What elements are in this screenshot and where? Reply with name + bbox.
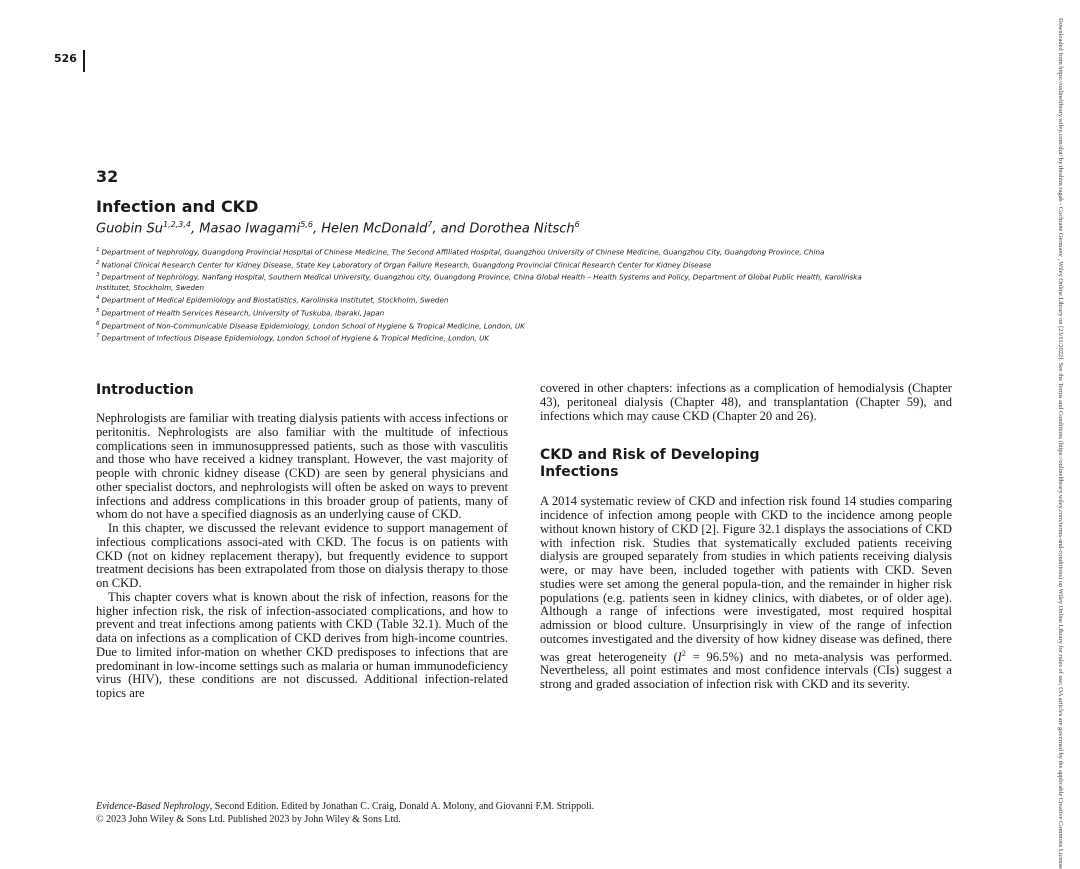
affiliation-item: $^2$ National Clinical Research Center for Kidney Disease, State Key Laboratory of Organ Failure Research, Guangdong Provincial Clinical Research Center for Kidney Disease <box>96 259 712 270</box>
section-heading-ckd-infection-risk: CKD and Risk of Developing Infections <box>540 447 760 481</box>
author-name: Dorothea Nitsch <box>469 221 575 237</box>
heterogeneity-statistic: I <box>677 649 682 664</box>
affiliation-list <box>96 245 886 344</box>
body-paragraph: covered in other chapters: infections as a complication of hemodialysis (Chapter 43), peritoneal dialysis (Chapter 48), and transplantation (Chapter 59), and infections which may cause CKD (Chapter 20 and 26). <box>540 381 952 423</box>
author-name: Guobin Su <box>96 221 163 237</box>
author-name: Helen McDonald <box>321 221 428 237</box>
author-affiliation-marks: 5,6 <box>300 220 313 229</box>
affiliation-item: $^1$ Department of Nephrology, Guangdong Provincial Hospital of Chinese Medicine, The Second Affiliated Hospital, Guangzhou University of Chinese Medicine, Guangzhou City, Guangdong Province, China <box>96 247 825 257</box>
download-notice: Downloaded from https://onlinelibrary.wiley.com/doi/ by ibrahim ragab - Cochrane Germany , Wiley Online Library on [23/11/2022]. See the Terms and Conditions (https://onlinelibrary.wiley.com/terms-and-conditions) on Wiley Online Library for rules of use; OA articles are governed by the applicable Creative Commons License <box>1057 18 1064 869</box>
author-affiliation-marks: 6 <box>574 220 580 229</box>
introduction-heading: Introduction <box>96 382 194 398</box>
footer-citation: Evidence-Based Nephrology, Second Edition. Edited by Jonathan C. Craig, Donald A. Molony, and Giovanni F.M. Strippoli. <box>96 801 595 812</box>
affiliation-item: $^3$ Department of Nephrology, Nanfang Hospital, Southern Medical University, Guangzhou city, Guangdong Province, China Global Health – Health Systems and Policy, Department of Global Public Health, Karolinska Institutet, Stockholm, Sweden <box>96 272 862 293</box>
body-paragraph: A 2014 systematic review of CKD and infection risk found 14 studies comparing incidence of infection among people with CKD to the incidence among people without known history of CKD [2]. Figure 32.1 displays the associations of CKD with infection risk. Studies that systematically excluded patients receiving dialysis are grouped separately from studies in which patients receiving dialysis were, or may have been, included together with patients with CKD. Seven studies were set among the general popula-tion, and the remainder in higher risk populations (e.g. patients seen in kidney clinics, with diabetes, or of older age). Although a range of infections were investigated, most required hospital admission or blood culture. Unsurprisingly in view of the range of infection outcomes investigated and the diversity of how kidney disease was defined, there was great heterogeneity $(I^2 = 96.5\%)$ and no meta-analysis was performed. Nevertheless, all point estimates and most confidence intervals (CIs) suggest a strong and graded association of infection risk with CKD and its severity. <box>540 494 952 692</box>
affiliation-item: $^5$ Department of Health Services Research, University of Tuskuba, Ibaraki, Japan <box>96 308 385 318</box>
heterogeneity-value: = 96.5% <box>685 649 739 664</box>
author-affiliation-marks: 1,2,3,4 <box>163 220 191 229</box>
body-paragraph: This chapter covers what is known about the risk of infection, reasons for the higher infection risk, the risk of infection-associated complications, and how to prevent and treat infections among patients with CKD (Table 32.1). Much of the data on infections as a complication of CKD derives from high-income countries. Due to limited infor-mation on whether CKD predisposes to infections that are predominant in low-income settings such as malaria or human immunodeficiency virus (HIV), these conditions are not discussed. Additional infection-related topics are <box>96 589 508 700</box>
chapter-title: Infection and CKD <box>96 197 259 216</box>
page-number-rule <box>83 50 85 72</box>
affiliation-item: $^6$ Department of Non-Communicable Disease Epidemiology, London School of Hygiene & Tropical Medicine, London, UK <box>96 320 525 331</box>
book-title: Evidence-Based Nephrology <box>96 801 210 812</box>
footer-copyright: © 2023 John Wiley & Sons Ltd. Published 2023 by John Wiley & Sons Ltd. <box>96 814 401 825</box>
author-list: Guobin Su$^{1,2,3,4}$, Masao Iwagami$^{5,6}$, Helen McDonald$^7$, and Dorothea Nitsch$^6$ <box>96 220 580 237</box>
body-paragraph: Nephrologists are familiar with treating dialysis patients with access infections or peritonitis. Nephrologists are also familiar with the multitude of infectious complications seen in immunosuppressed patients, such as those with vasculitis and those who have received a kidney transplant. However, the vast majority of people with chronic kidney disease (CKD) are seen by general physicians and other specialist doctors, and nephrologists will often be asked on ways to prevent infections and address complications in this broader group of patients, many of whom do not have a specified diagnosis as an underlying cause of CKD. <box>96 411 508 522</box>
author-affiliation-marks: 7 <box>427 220 433 229</box>
author-name: Masao Iwagami <box>199 221 301 237</box>
page-number: 526 <box>54 52 77 65</box>
copyright-footer <box>96 800 594 826</box>
right-column <box>540 382 952 692</box>
affiliation-item: $^7$ Department of Infectious Disease Epidemiology, London School of Hygiene & Tropical Medicine, London, UK <box>96 333 490 343</box>
affiliation-item: $^4$ Department of Medical Epidemiology and Biostatistics, Karolinska Institutet, Stockholm, Sweden <box>96 295 449 305</box>
chapter-number: 32 <box>96 167 119 186</box>
body-paragraph: In this chapter, we discussed the relevant evidence to support management of infectious complications associ-ated with CKD. The focus is on patients with CKD (not on kidney replacement therapy), but frequently evidence to support treatment decisions has been extrapolated from those on dialysis therapy to those on CKD. <box>96 521 508 590</box>
left-column <box>96 382 508 701</box>
